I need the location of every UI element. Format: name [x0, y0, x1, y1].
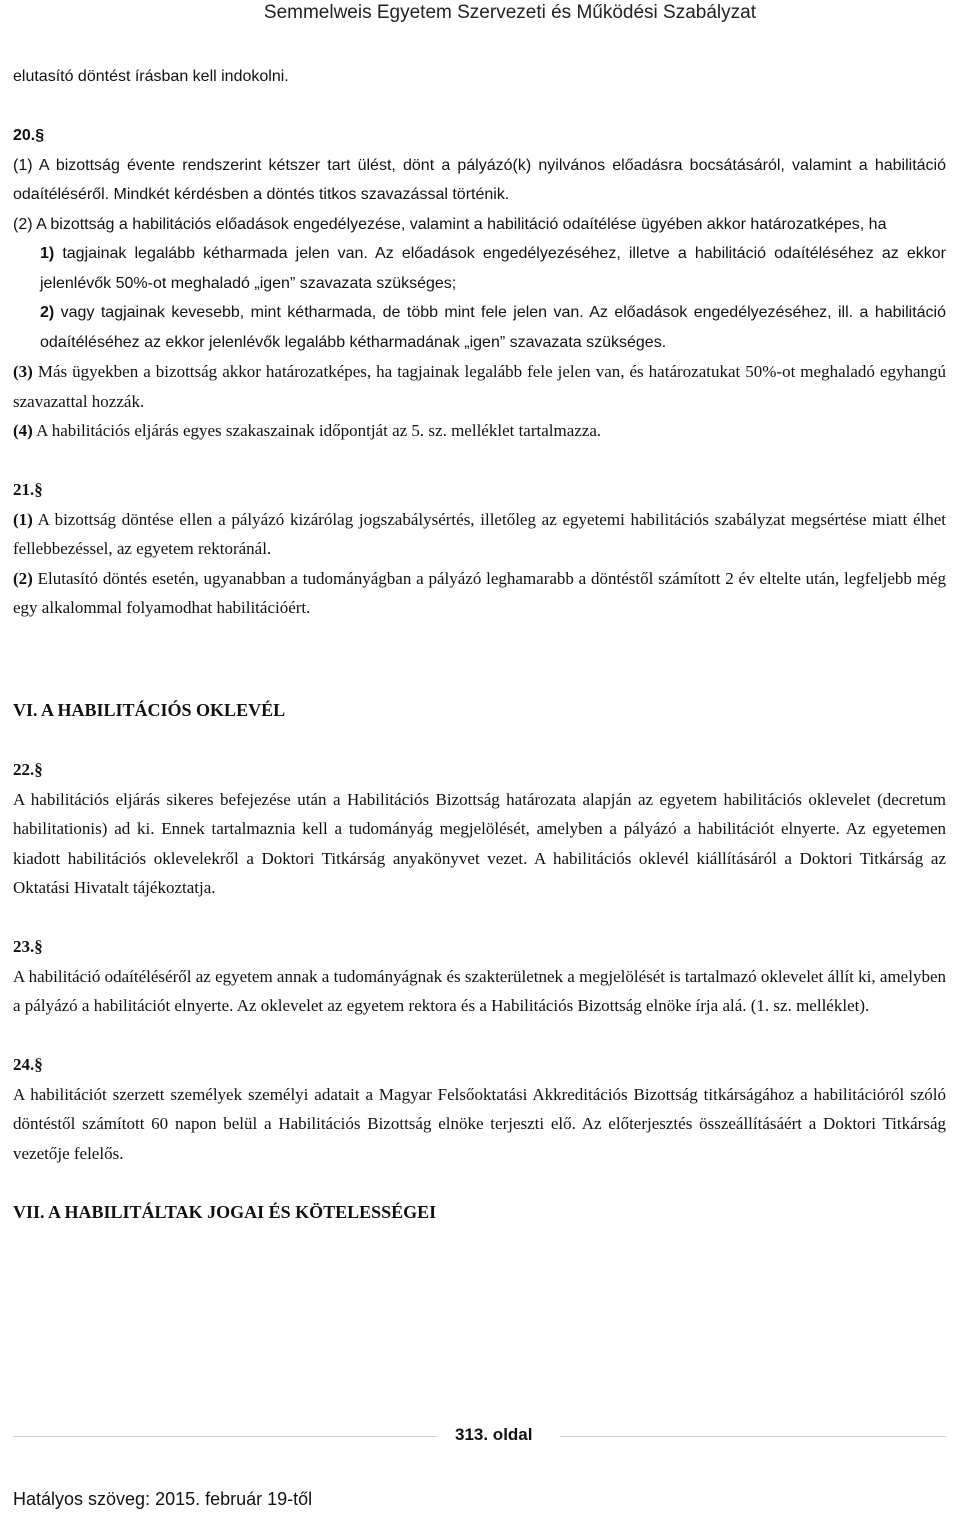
section-20-paragraph-2: (2) A bizottság a habilitációs előadások engedélyezése, valamint a habilitáció odaítélése ügyében akkor határozatképes, ha	[13, 215, 887, 233]
chapter-6-title: VI. A HABILITÁCIÓS OKLEVÉL	[13, 700, 286, 720]
section-20-item-1: 1) tagjainak legalább kétharmada jelen van. Az előadások engedélyezéséhez, illetve a habilitáció odaítéléséhez az ekkor jelenlévők 50%-ot meghaladó „igen” szavazata szükséges;	[40, 245, 946, 292]
chapter-7-title: VII. A HABILITÁLTAK JOGAI ÉS KÖTELESSÉGEI	[13, 1201, 437, 1222]
section-20-paragraph-3: (3) Más ügyekben a bizottság akkor határozatképes, ha tagjainak legalább fele jelen van, és határozatukat 50%-ot meghaladó egyhangú szavazattal hozzák.	[13, 362, 946, 411]
section-21-paragraph-2: (2) Elutasító döntés esetén, ugyanabban a tudományágban a pályázó leghamarabb a döntéstől számított 2 év eltelte után, legfeljebb még egy alkalommal folyamodhat habilitációért.	[13, 568, 946, 617]
section-22-heading: 22.§	[13, 760, 43, 779]
document-header-title: Semmelweis Egyetem Szervezeti és Működési Szabályzat	[263, 2, 756, 23]
section-20-paragraph-4: (4) A habilitációs eljárás egyes szakaszainak időpontját az 5. sz. melléklet tartalmazza.	[13, 421, 602, 440]
document-body	[13, 62, 946, 1227]
section-23-heading: 23.§	[13, 937, 43, 956]
section-24-heading: 24.§	[13, 1055, 43, 1074]
section-20-heading: 20.§	[13, 127, 45, 144]
effective-date: Hatályos szöveg: 2015. február 19-től	[13, 1489, 313, 1509]
section-20-paragraph-1: (1) A bizottság évente rendszerint kétszer tart ülést, dönt a pályázó(k) nyilvános előadásra bocsátásáról, valamint a habilitáció odaítéléséről. Mindkét kérdésben a döntés titkos szavazással történik.	[13, 156, 946, 203]
section-23-text: A habilitáció odaítéléséről az egyetem annak a tudományágnak és szakterületnek a megjelölését is tartalmazó oklevelet állít ki, amelyben a pályázó a habilitációt elnyerte. Az oklevelet az egyetem rektora és a Habilitációs Bizottság elnöke írja alá. (1. sz. melléklet).	[13, 966, 946, 1015]
section-21-paragraph-1: (1) A bizottság döntése ellen a pályázó kizárólag jogszabálysértés, illetőleg az egyetemi habilitációs szabályzat megsértése miatt élhet fellebbezéssel, az egyetem rektoránál.	[13, 509, 946, 558]
footer-divider-left	[13, 1436, 437, 1437]
page-number: 313. oldal	[455, 1425, 533, 1444]
section-21-heading: 21.§	[13, 480, 43, 499]
section-22-text: A habilitációs eljárás sikeres befejezése után a Habilitációs Bizottság határozata alapján az egyetem habilitációs oklevelet (decretum habilitationis) ad ki. Ennek tartalmaznia kell a tudományág megjelölését, amelyben a pályázó a habilitációt elnyerte. Az egyetemen kiadott habilitációs oklevelekről a Doktori Titkárság anyakönyvet vezet. A habilitációs oklevél kiállításáról a Doktori Titkárság az Oktatási Hivatalt tájékoztatja.	[13, 789, 946, 897]
intro-line: elutasító döntést írásban kell indokolni.	[13, 68, 289, 85]
section-24-text: A habilitációt szerzett személyek személyi adatait a Magyar Felsőoktatási Akkreditációs Bizottság titkárságához a habilitációról szóló döntéstől számított 60 napon belül a Habilitációs Bizottság elnöke terjeszti elő. Az előterjesztés összeállításáért a Doktori Titkárság vezetője felelős.	[13, 1084, 946, 1163]
footer-divider-right	[560, 1436, 946, 1437]
section-20-item-2: 2) vagy tagjainak kevesebb, mint kétharmada, de több mint fele jelen van. Az előadások engedélyezéséhez, ill. a habilitáció odaítéléséhez az ekkor jelenlévők legalább kétharmadának „igen” szavazata szükséges.	[40, 304, 946, 351]
